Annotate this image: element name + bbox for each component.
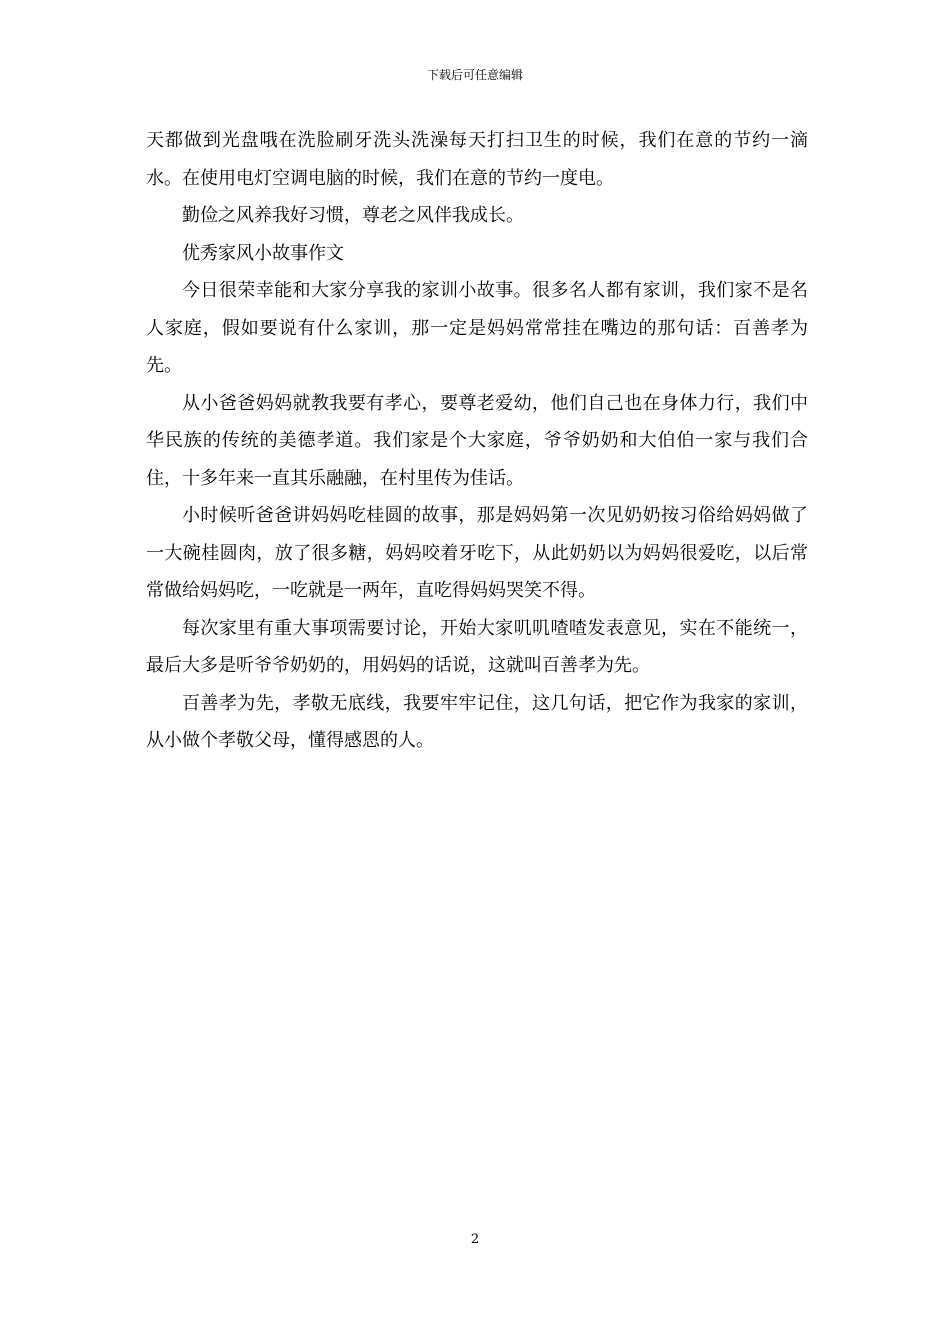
- document-body: [146, 122, 808, 760]
- paragraph: 今日很荣幸能和大家分享我的家训小故事。很多名人都有家训，我们家不是名人家庭，假如要说有什么家训，那一定是妈妈常常挂在嘴边的那句话：百善孝为先。: [146, 280, 808, 376]
- paragraph-continued: 天都做到光盘哦在洗脸刷牙洗头洗澡每天打扫卫生的时候，我们在意的节约一滴水。在使用电灯空调电脑的时候，我们在意的节约一度电。: [146, 130, 808, 189]
- paragraph: 每次家里有重大事项需要讨论，开始大家叽叽喳喳发表意见，实在不能统一，最后大多是听爷爷奶奶的，用妈妈的话说，这就叫百善孝为先。: [146, 617, 808, 676]
- section-title: 优秀家风小故事作文: [182, 242, 344, 264]
- paragraph: 百善孝为先，孝敬无底线，我要牢牢记住，这几句话，把它作为我家的家训，从小做个孝敬父母，懂得感恩的人。: [146, 692, 808, 751]
- paragraph: 小时候听爸爸讲妈妈吃桂圆的故事，那是妈妈第一次见奶奶按习俗给妈妈做了一大碗桂圆肉，放了很多糖，妈妈咬着牙吃下，从此奶奶以为妈妈很爱吃，以后常常做给妈妈吃，一吃就是一两年，直吃得妈妈哭笑不得。: [146, 505, 808, 601]
- paragraph: 勤俭之风养我好习惯，尊老之风伴我成长。: [182, 205, 524, 226]
- paragraph: 从小爸爸妈妈就教我要有孝心，要尊老爱幼，他们自己也在身体力行，我们中华民族的传统的美德孝道。我们家是个大家庭，爷爷奶奶和大伯伯一家与我们合住，十多年来一直其乐融融，在村里传为佳话。: [146, 392, 808, 489]
- page-header: 下载后可任意编辑: [426, 68, 523, 82]
- page-number: 2: [470, 1232, 480, 1247]
